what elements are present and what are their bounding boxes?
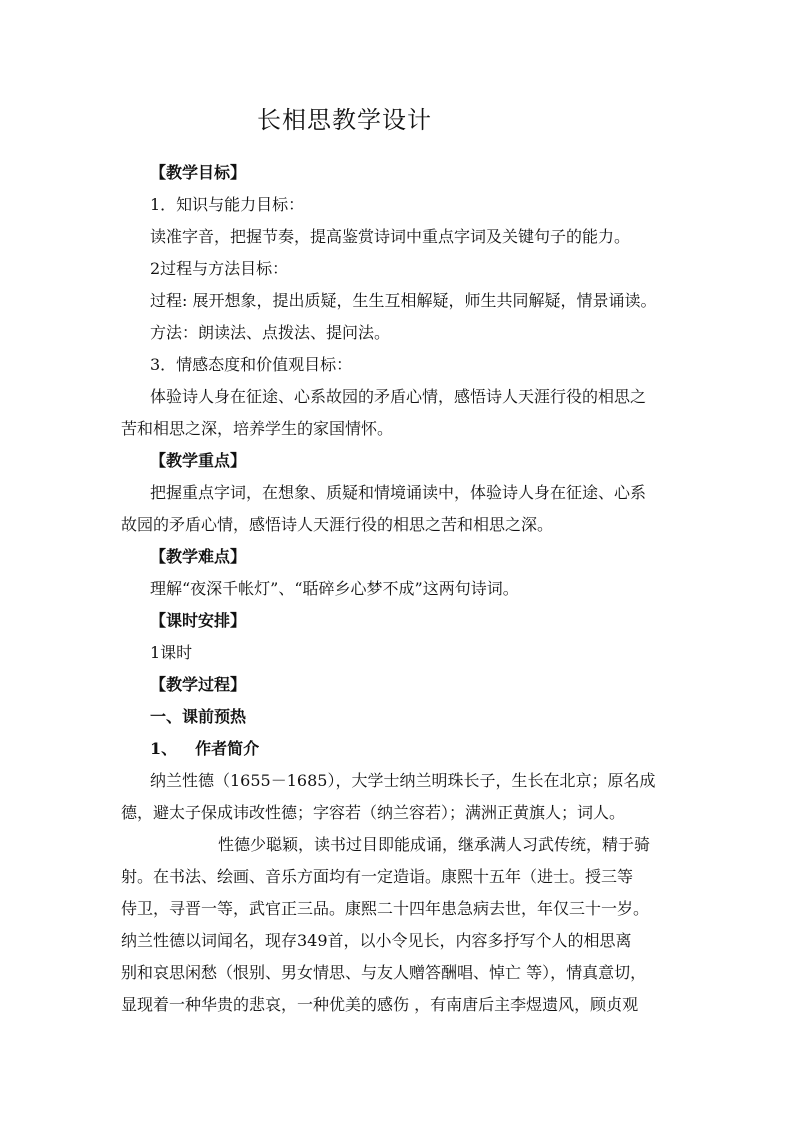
difficulty-text: 理解“夜深千帐灯”、“聒碎乡心梦不成”这两句诗词。 [150,579,519,598]
goal3-line: 苦和相思之深，培养学生的家国情怀。 [121,419,394,438]
warmup-heading: 一、课前预热 [150,707,247,726]
bio-line: 显现着一种华贵的悲哀，一种优美的感伤 ，有南唐后主李煜遗风，顾贞观 [121,995,639,1014]
bio-line: 纳兰性德（1655－1685），大学士纳兰明珠长子，生长在北京；原名成 [150,771,656,790]
bio-line: 别和哀思闲愁（恨别、男女情思、与友人赠答酬唱、悼亡 等），情真意切， [121,963,647,982]
goal2-heading: 2过程与方法目标： [150,259,289,278]
schedule-text: 1课时 [150,643,193,662]
goal2-process: 过程: 展开想象，提出质疑，生生互相解疑，师生共同解疑，情景诵读。 [150,291,657,310]
goal1-text: 读准字音，把握节奏，提高鉴赏诗词中重点字词及关键句子的能力。 [150,227,631,246]
schedule-heading: 【课时安排】 [150,611,247,630]
bio-line: 射。在书法、绘画、音乐方面均有一定造诣。康熙十五年（进士。授三等 [121,867,634,886]
goal2-method: 方法：朗读法、点拨法、提问法。 [150,323,391,342]
bio-line: 德，避太子保成讳改性德；字容若（纳兰容若）；满洲正黄旗人；词人。 [121,803,626,822]
difficulty-heading: 【教学难点】 [150,547,247,566]
key-points-heading: 【教学重点】 [150,451,247,470]
document-body [121,157,677,1021]
goal1-heading: 1．知识与能力目标： [150,195,305,214]
author-heading [121,733,677,765]
process-heading: 【教学过程】 [150,675,247,694]
bio-line: 纳兰性德以词闻名，现存349首，以小令见长，内容多抒写个人的相思离 [121,931,632,950]
author-heading-text: 作者简介 [195,739,260,758]
goals-heading: 【教学目标】 [150,163,247,182]
bio-line: 性德少聪颖，读书过目即能成诵，继承满人习武传统，精于骑 [218,835,651,854]
key-points-line: 故园的矛盾心情，感悟诗人天涯行役的相思之苦和相思之深。 [121,515,554,534]
bio-line: 侍卫，寻晋一等，武官正三品。康熙二十四年患急病去世，年仅三十一岁。 [121,899,650,918]
document-title: 长相思教学设计 [257,106,432,134]
author-number: 1、 [150,739,178,758]
goal3-heading: 3．情感态度和价值观目标： [150,355,353,374]
key-points-line: 把握重点字词，在想象、质疑和情境诵读中，体验诗人身在征途、心系 [150,483,647,502]
goal3-line: 体验诗人身在征途、心系故园的矛盾心情，感悟诗人天涯行役的相思之 [150,387,647,406]
